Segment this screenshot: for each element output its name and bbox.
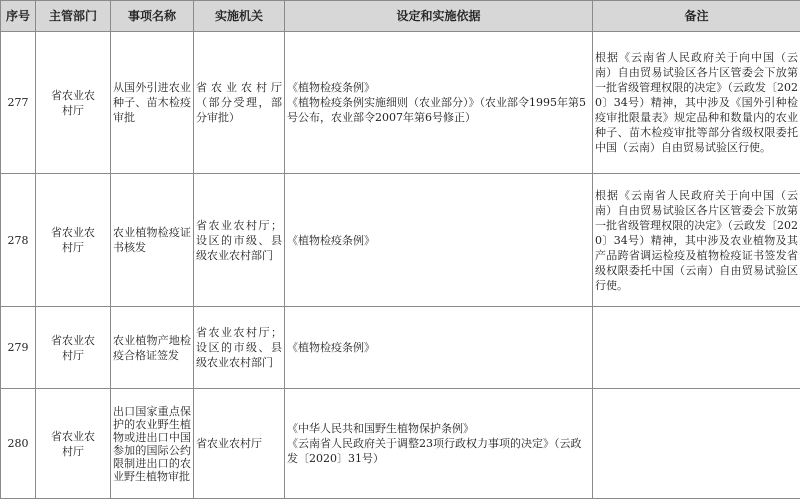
header-basis: 设定和实施依据: [285, 1, 593, 32]
row-item-name: 农业植物检疫证书核发: [111, 174, 194, 307]
row-department: [36, 32, 111, 174]
row-agency: 省农业农村厅: [194, 389, 285, 499]
row-number: 280: [1, 389, 36, 499]
row-note: 根据《云南省人民政府关于向中国（云南）自由贸易试验区各片区管委会下放第一批省级管理权限的决定》（云政发〔2020〕34号）精神，其中涉及农业植物及其产品跨省调运检疫及植物检疫证书签发省级权限委托中国（云南）自由贸易试验区行使。: [593, 174, 800, 307]
row-agency: 省农业农村厅（部分受理，部分审批）: [194, 32, 285, 174]
header-note: 备注: [593, 1, 800, 32]
row-number: 278: [1, 174, 36, 307]
row-item-name: 从国外引进农业种子、苗木检疫审批: [111, 32, 194, 174]
row-note: [593, 307, 800, 389]
row-number: 277: [1, 32, 36, 174]
row-basis: [285, 32, 593, 174]
basis-line: 《中华人民共和国野生植物保护条例》: [287, 422, 474, 435]
row-department: [36, 389, 111, 499]
row-item-name: 农业植物产地检疫合格证签发: [111, 307, 194, 389]
header-serial-number: 序号: [1, 1, 36, 32]
basis-line: 《植物检疫条例实施细则（农业部分）》（农业部令1995年第5号公布，农业部令2007年第6号修正）: [287, 96, 586, 124]
header-item-name: 事项名称: [111, 1, 194, 32]
department-text: 省农业农村厅: [51, 333, 95, 362]
table-row: [1, 174, 800, 307]
table-row: [1, 32, 800, 174]
row-note: [593, 389, 800, 499]
header-department: 主管部门: [36, 1, 111, 32]
row-item-name: 出口国家重点保护的农业野生植物或进出口中国参加的国际公约限制进出口的农业野生植物审批: [111, 389, 194, 499]
table-row: [1, 389, 800, 499]
row-department: [36, 307, 111, 389]
header-agency: 实施机关: [194, 1, 285, 32]
table-row: [1, 307, 800, 389]
basis-line: 《植物检疫条例》: [287, 81, 375, 94]
basis-line: 《植物检疫条例》: [287, 341, 375, 354]
row-number: 279: [1, 307, 36, 389]
row-basis: [285, 307, 593, 389]
department-text: 省农业农村厅: [51, 226, 95, 254]
basis-line: 《云南省人民政府关于调整23项行政权力事项的决定》（云政发〔2020〕31号）: [287, 437, 582, 465]
header-row: [1, 1, 800, 32]
row-agency: 省农业农村厅；设区的市级、县级农业农村部门: [194, 174, 285, 307]
row-basis: [285, 174, 593, 307]
row-basis: [285, 389, 593, 499]
row-department: [36, 174, 111, 307]
department-text: 省农业农村厅: [51, 429, 95, 458]
department-text: 省农业农村厅: [51, 88, 95, 117]
row-note: 根据《云南省人民政府关于向中国（云南）自由贸易试验区各片区管委会下放第一批省级管理权限的决定》（云政发〔2020〕34号）精神，其中涉及《国外引种检疫审批限量表》规定品种和数量内的农业种子、苗木检疫审批等部分省级权限委托中国（云南）自由贸易试验区行使。: [593, 32, 800, 174]
row-agency: 省农业农村厅；设区的市级、县级农业农村部门: [194, 307, 285, 389]
basis-line: 《植物检疫条例》: [287, 233, 375, 247]
